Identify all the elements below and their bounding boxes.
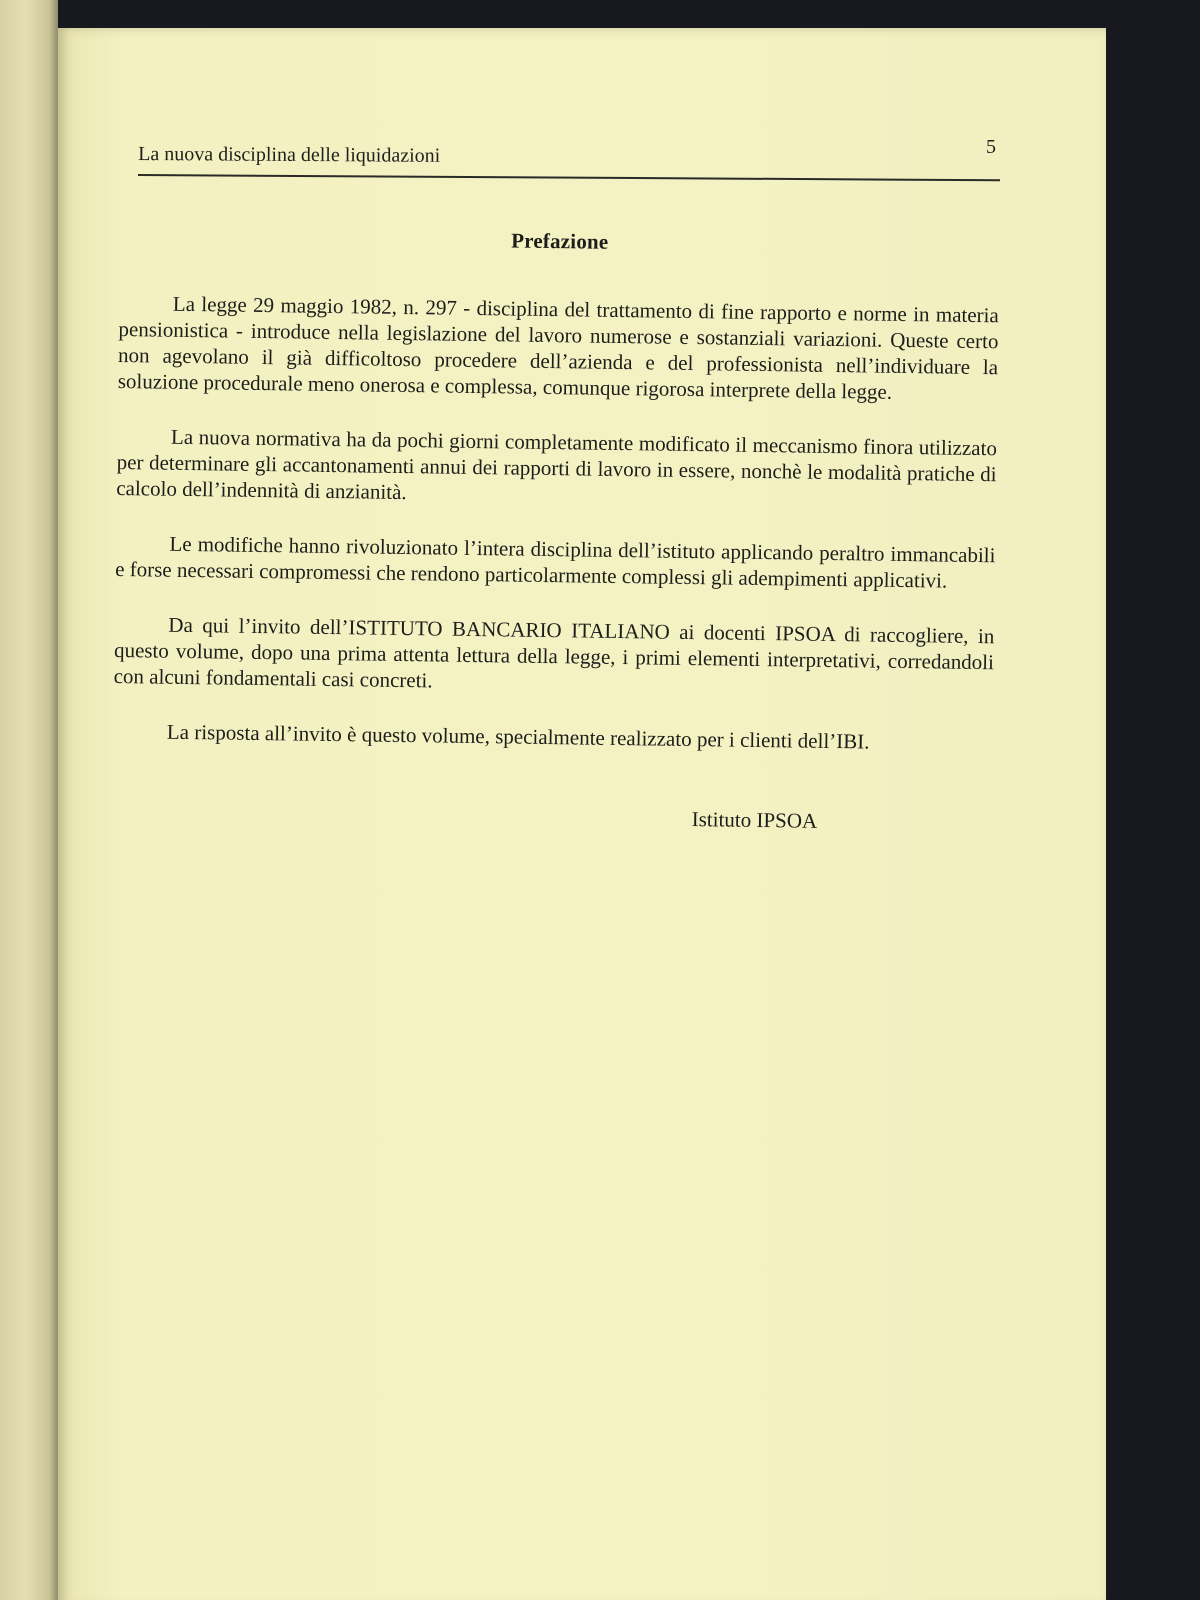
- paragraph: Le modifiche hanno rivoluzionato l’intera disciplina dell’istituto applicando peraltro immancabili e forse necessari compromessi che rendono particolarmente complessi gli adempimenti applicativi.: [115, 531, 996, 593]
- signature: Istituto IPSOA: [691, 807, 818, 833]
- paragraph: La risposta all’invito è questo volume, specialmente realizzato per i clienti dell’IBI.: [166, 719, 870, 754]
- preface-body: [112, 223, 1000, 836]
- book-page: [58, 28, 1106, 1600]
- section-title: Prefazione: [511, 228, 609, 254]
- paragraph: La legge 29 maggio 1982, n. 297 - disciplina del trattamento di fine rapporto e norme in materia pensionistica - introduce nella legislazione del lavoro numerose e sostanziali variazioni. Queste certo non agevolano il già difficoltoso procedere dell’azienda e del professionista nell’individuare la soluzione procedurale meno onerosa e complessa, comunque rigorosa interprete della legge.: [117, 291, 999, 404]
- paragraph: La nuova normativa ha da pochi giorni completamente modificato il meccanismo finora utilizzato per determinare gli accantonamenti annui dei rapporti di lavoro in essere, nonchè le modalità pratiche di calcolo dell’indennità di anzianità.: [116, 424, 998, 505]
- running-head: [138, 126, 1000, 181]
- paragraph: Da qui l’invito dell’ISTITUTO BANCARIO ITALIANO ai docenti IPSOA di raccogliere, in questo volume, dopo una prima attenta lettura della legge, i primi elementi interpretativi, corredandoli con alcuni fondamentali casi concreti.: [113, 612, 995, 693]
- page-number: 5: [986, 136, 996, 158]
- left-page-edge: [0, 0, 58, 1600]
- running-head-title: La nuova disciplina delle liquidazioni: [138, 143, 441, 167]
